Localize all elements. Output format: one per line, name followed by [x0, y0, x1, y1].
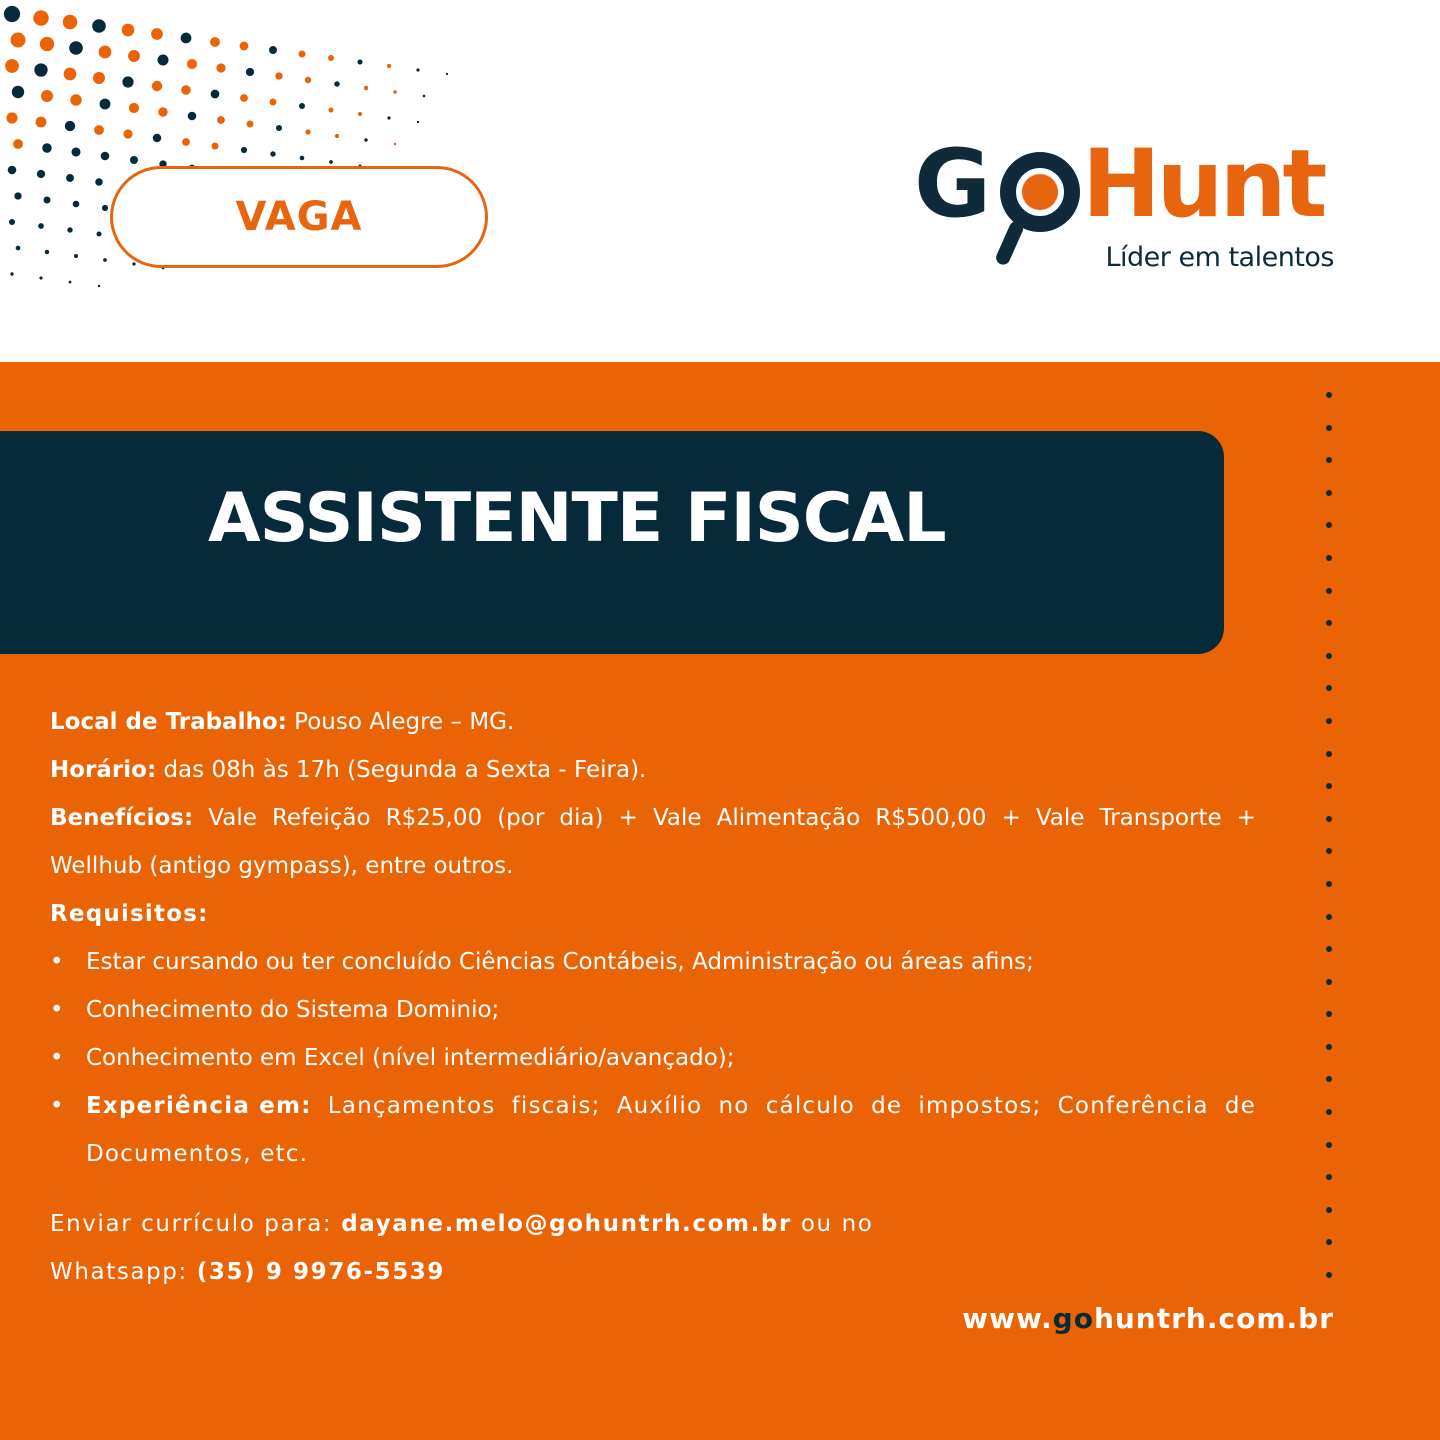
divider-dot: [1326, 425, 1332, 431]
pattern-dot: [67, 227, 72, 232]
divider-dot: [1326, 1207, 1332, 1213]
beneficios-word: dia): [559, 805, 604, 831]
pattern-dot: [38, 223, 44, 229]
pattern-dot: [217, 116, 225, 124]
pattern-dot: [101, 152, 110, 161]
gohunt-logo: [914, 130, 1344, 282]
beneficios-word: +: [618, 805, 638, 831]
pattern-dot: [74, 254, 78, 258]
pattern-dot: [98, 285, 100, 287]
experiencia-word: no: [718, 1093, 750, 1119]
pattern-dot: [73, 201, 80, 208]
divider-dot: [1326, 653, 1332, 659]
divider-dot: [1326, 1174, 1332, 1180]
local-label: Local de Trabalho:: [50, 709, 287, 735]
divider-dot: [1326, 555, 1332, 561]
pattern-dot: [417, 121, 419, 123]
divider-dot: [1326, 718, 1332, 724]
divider-dot: [1326, 1109, 1332, 1115]
vaga-badge: [110, 166, 488, 268]
pattern-dot: [187, 59, 197, 69]
pattern-dot: [122, 24, 135, 37]
pattern-dot: [130, 156, 138, 164]
pattern-dot: [99, 46, 112, 59]
email-link[interactable]: dayane.melo@gohuntrh.com.br: [341, 1211, 792, 1237]
divider-dot: [1326, 1142, 1332, 1148]
experiencia-item: [50, 1086, 1256, 1134]
pattern-dot: [211, 142, 218, 149]
logo-letter-g: G: [914, 130, 988, 239]
whatsapp-line: [50, 1252, 873, 1300]
pattern-dot: [13, 139, 23, 149]
divider-dot: [1326, 946, 1332, 952]
pattern-dot: [211, 90, 220, 99]
experiencia-word: Conferência: [1057, 1093, 1209, 1119]
pattern-dot: [69, 41, 83, 55]
pattern-dot: [246, 68, 254, 76]
pattern-dot: [247, 121, 254, 128]
pattern-dot: [93, 72, 105, 84]
pattern-dot: [151, 28, 163, 40]
divider-dot: [1326, 783, 1332, 789]
bullet-icon: •: [50, 997, 64, 1023]
divider-dot: [1326, 1272, 1332, 1278]
pattern-dot: [299, 51, 306, 58]
beneficios-word: Vale: [1035, 805, 1085, 831]
pattern-dot: [71, 147, 80, 156]
divider-dot: [1326, 457, 1332, 463]
pattern-dot: [69, 281, 72, 284]
pattern-dot: [33, 10, 48, 25]
beneficios-word: +: [1236, 805, 1256, 831]
divider-dot: [1326, 1076, 1332, 1082]
experiencia-word: Lançamentos: [327, 1093, 496, 1119]
pattern-dot: [240, 94, 248, 102]
pattern-dot: [94, 125, 104, 135]
pattern-dot: [4, 6, 20, 22]
pattern-dot: [16, 246, 21, 251]
email-line: [50, 1204, 873, 1252]
pattern-dot: [8, 166, 17, 175]
pattern-dot: [181, 33, 192, 44]
experiencia-continuation-row: [50, 1134, 1256, 1182]
pattern-dot: [270, 99, 277, 106]
pattern-dot: [66, 174, 74, 182]
pattern-dot: [364, 138, 367, 141]
pattern-dot: [305, 77, 311, 83]
experiencia-word: Auxílio: [616, 1093, 703, 1119]
website-prefix: www.: [962, 1302, 1053, 1335]
divider-dot: [1326, 490, 1332, 496]
requisito-text: Estar cursando ou ter concluído Ciências Contábeis, Administração ou áreas afins;: [86, 949, 1034, 975]
pattern-dot: [269, 46, 277, 54]
pattern-dot: [416, 68, 419, 71]
bullet-icon: •: [50, 1093, 65, 1119]
divider-dot: [1326, 979, 1332, 985]
header-area: [0, 0, 1440, 362]
divider-dot: [1326, 1011, 1332, 1017]
beneficios-continuation: Wellhub (antigo gympass), entre outros.: [50, 853, 514, 879]
divider-dot: [1326, 751, 1332, 757]
pattern-dot: [182, 138, 190, 146]
pattern-dot: [64, 68, 77, 81]
pattern-dot: [34, 63, 47, 76]
beneficios-word: R$25,00: [385, 805, 483, 831]
whatsapp-number[interactable]: (35) 9 9976-5539: [196, 1259, 446, 1285]
pattern-dot: [157, 54, 168, 65]
horario-line: [50, 750, 1256, 798]
local-line: [50, 702, 1256, 750]
magnifier-handle-icon: [994, 219, 1025, 267]
divider-dot: [1326, 685, 1332, 691]
requisitos-label: Requisitos:: [50, 901, 209, 927]
pattern-dot: [216, 63, 225, 72]
experiencia-word: de: [871, 1093, 903, 1119]
experiencia-word: de: [1224, 1093, 1256, 1119]
beneficios-word: R$500,00: [875, 805, 987, 831]
requisito-item: [50, 1038, 1256, 1086]
divider-dot: [1326, 914, 1332, 920]
pattern-dot: [210, 37, 220, 47]
pattern-dot: [5, 59, 19, 73]
vertical-dot-divider: [1326, 392, 1334, 1305]
experiencia-label: Experiência em:: [86, 1093, 312, 1119]
pattern-dot: [357, 59, 362, 64]
pattern-dot: [446, 73, 448, 75]
job-title: ASSISTENTE FISCAL: [208, 479, 946, 558]
divider-dot: [1326, 522, 1332, 528]
pattern-dot: [92, 19, 106, 33]
pattern-dot: [387, 116, 390, 119]
requisito-item: [50, 990, 1256, 1038]
beneficios-word: Vale: [652, 805, 702, 831]
pattern-dot: [270, 151, 275, 156]
pattern-dot: [39, 276, 42, 279]
beneficios-word: (por: [497, 805, 545, 831]
pattern-dot: [188, 112, 197, 121]
pattern-dot: [14, 192, 21, 199]
requisito-text: Conhecimento em Excel (nível intermediário/avançado);: [86, 1045, 735, 1071]
pattern-dot: [158, 107, 167, 116]
email-suffix: ou no: [791, 1211, 874, 1237]
logo-word-hunt: Hunt: [1082, 130, 1324, 239]
divider-dot: [1326, 392, 1332, 398]
logo-tagline: Líder em talentos: [1105, 242, 1334, 273]
beneficios-line: [50, 798, 1256, 846]
requisitos-heading: [50, 894, 1256, 942]
pattern-dot: [305, 129, 310, 134]
pattern-dot: [36, 117, 47, 128]
pattern-dot: [334, 81, 339, 86]
pattern-dot: [276, 125, 282, 131]
job-details: [50, 702, 1256, 1182]
whatsapp-prefix: Whatsapp:: [50, 1259, 197, 1285]
pattern-dot: [240, 42, 249, 51]
pattern-dot: [42, 143, 52, 153]
experiencia-line: [86, 1086, 1256, 1126]
job-panel: [0, 362, 1440, 1440]
pattern-dot: [241, 147, 247, 153]
divider-dot: [1326, 588, 1332, 594]
experiencia-word: impostos;: [918, 1093, 1042, 1119]
pattern-dot: [6, 112, 17, 123]
pattern-dot: [40, 37, 54, 51]
experiencia-word: cálculo: [765, 1093, 855, 1119]
email-prefix: Enviar currículo para:: [50, 1211, 342, 1237]
beneficios-word: Alimentação: [716, 805, 861, 831]
pattern-dot: [300, 156, 305, 161]
pattern-dot: [335, 134, 339, 138]
pattern-dot: [132, 262, 135, 265]
divider-dot: [1326, 1239, 1332, 1245]
beneficios-word: Refeição: [271, 805, 371, 831]
pattern-dot: [65, 121, 75, 131]
pattern-dot: [128, 50, 140, 62]
pattern-dot: [70, 94, 81, 105]
beneficios-word: Vale: [208, 805, 257, 831]
horario-value: das 08h às 17h (Segunda a Sexta - Feira).: [156, 757, 647, 783]
experiencia-continuation: Documentos, etc.: [86, 1141, 309, 1167]
pattern-dot: [10, 272, 13, 275]
divider-dot: [1326, 848, 1332, 854]
pattern-dot: [95, 178, 102, 185]
beneficios-label: Benefícios:: [50, 805, 194, 831]
pattern-dot: [41, 90, 53, 102]
pattern-dot: [122, 76, 133, 87]
website-go: go: [1052, 1302, 1094, 1335]
pattern-dot: [364, 86, 369, 91]
local-value: Pouso Alegre – MG.: [286, 709, 515, 735]
pattern-dot: [358, 112, 362, 116]
requisito-text: Conhecimento do Sistema Dominio;: [86, 997, 500, 1023]
contact-info: [50, 1204, 873, 1300]
bullet-icon: •: [50, 1045, 64, 1071]
pattern-dot: [299, 103, 305, 109]
website-rest: huntrh.com.br: [1093, 1302, 1334, 1335]
pattern-dot: [9, 219, 15, 225]
horario-label: Horário:: [50, 757, 157, 783]
pattern-dot: [152, 81, 162, 91]
pattern-dot: [11, 33, 26, 48]
pattern-dot: [123, 129, 132, 138]
pattern-dot: [129, 103, 139, 113]
experiencia-word: fiscais;: [511, 1093, 601, 1119]
pattern-dot: [329, 160, 333, 164]
divider-dot: [1326, 816, 1332, 822]
pattern-dot: [328, 107, 333, 112]
pattern-dot: [394, 143, 397, 146]
pattern-dot: [387, 64, 391, 68]
pattern-dot: [102, 205, 108, 211]
pattern-dot: [37, 170, 45, 178]
divider-dot: [1326, 881, 1332, 887]
pattern-dot: [423, 95, 426, 98]
title-banner: [0, 431, 1224, 654]
magnifier-dot-icon: [1022, 174, 1058, 210]
pattern-dot: [328, 55, 334, 61]
pattern-dot: [103, 258, 107, 262]
divider-dot: [1326, 1044, 1332, 1050]
pattern-dot: [45, 250, 49, 254]
requisito-item: [50, 942, 1256, 990]
pattern-dot: [181, 85, 191, 95]
bullet-icon: •: [50, 949, 64, 975]
pattern-dot: [97, 232, 102, 237]
pattern-dot: [12, 86, 24, 98]
pattern-dot: [153, 134, 162, 143]
beneficios-word: +: [1001, 805, 1021, 831]
pattern-dot: [393, 90, 397, 94]
pattern-dot: [275, 72, 282, 79]
pattern-dot: [100, 99, 111, 110]
pattern-dot: [63, 15, 78, 30]
beneficios-word: Transporte: [1099, 805, 1222, 831]
pattern-dot: [44, 197, 51, 204]
website-link[interactable]: [962, 1302, 1334, 1335]
vaga-badge-label: VAGA: [235, 194, 363, 240]
divider-dot: [1326, 620, 1332, 626]
